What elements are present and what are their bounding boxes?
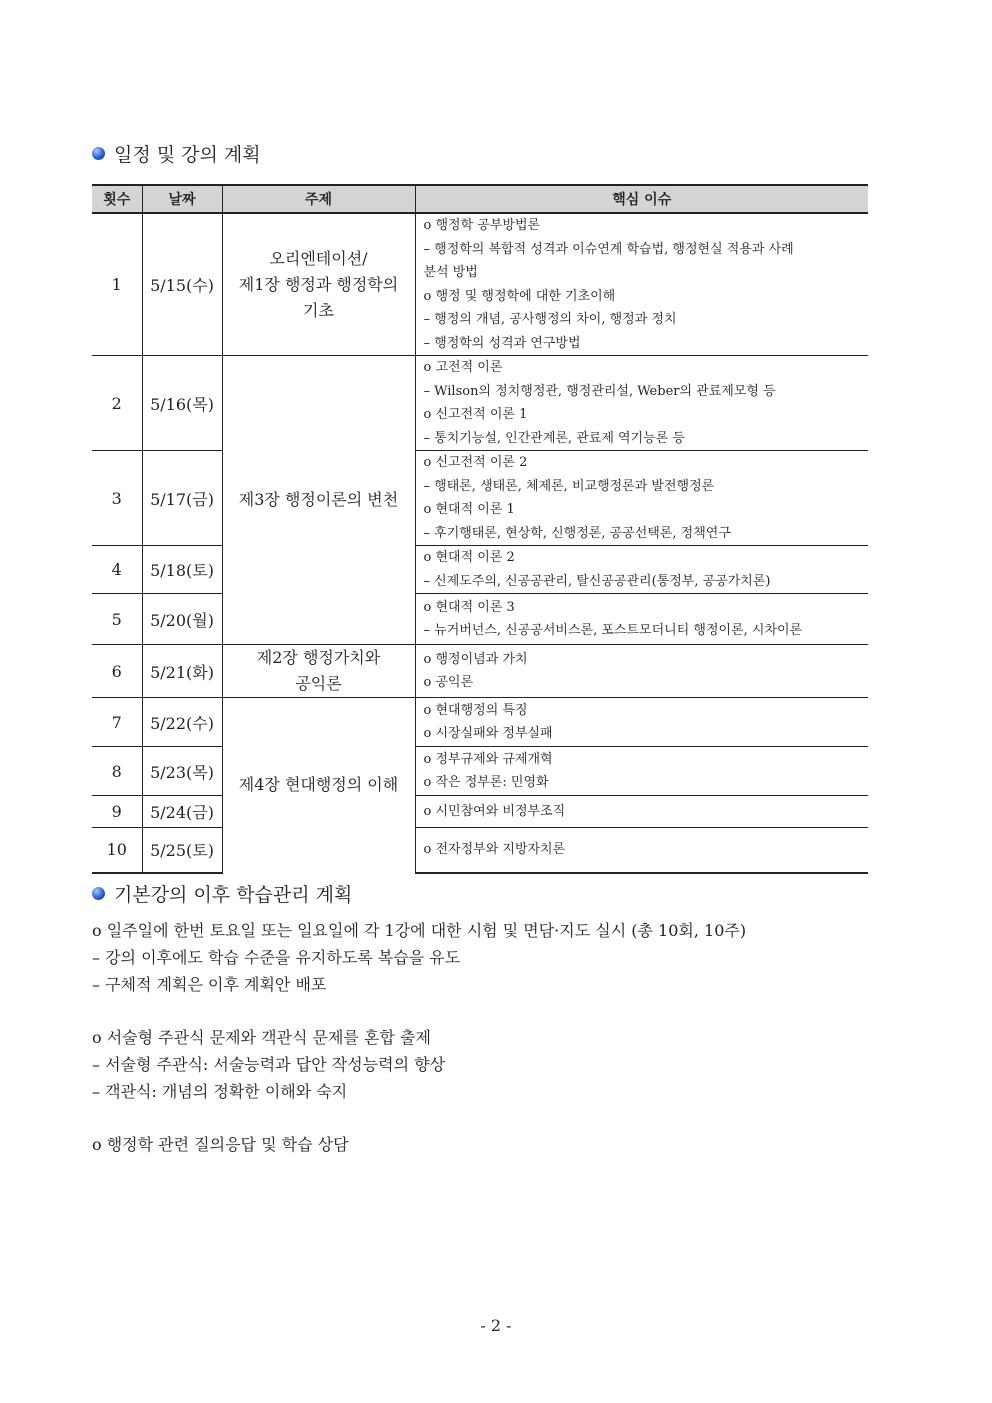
list-item: o 고전적 이론 — [423, 360, 503, 375]
list-item: – 행정학의 복합적 성격과 이슈연계 학습법, 행정현실 적용과 사례 — [423, 241, 794, 257]
row-issues — [415, 451, 868, 546]
table-row — [92, 594, 868, 645]
list-item: o 서술형 주관식 문제와 객관식 문제를 혼합 출제 — [92, 1028, 431, 1047]
row-date: 5/16(목) — [142, 356, 222, 451]
bullet-icon — [92, 147, 105, 160]
row-date: 5/25(토) — [142, 828, 222, 873]
list-item: – 강의 이후에도 학습 수준을 유지하도록 복습을 유도 — [92, 948, 461, 967]
list-item: o 현대적 이론 1 — [423, 502, 515, 517]
row-topic: 제4장 현대행정의 이해 — [222, 698, 415, 873]
list-item: o 일주일에 한번 토요일 또는 일요일에 각 1강에 대한 시험 및 면담·지도 실시 (총 10회, 10주) — [92, 921, 747, 940]
row-issues — [415, 594, 868, 645]
list-item: – 행정의 개념, 공사행정의 차이, 행정과 정치 — [423, 312, 677, 327]
bullet-icon — [92, 887, 105, 900]
table-row — [92, 546, 868, 594]
list-item: – 행태론, 생태론, 체제론, 비교행정론과 발전행정론 — [423, 478, 715, 494]
row-topic: 오리엔테이션/ 제1장 행정과 행정학의 기초 — [222, 213, 415, 356]
list-item: – 서술형 주관식: 서술능력과 답안 작성능력의 향상 — [92, 1055, 446, 1074]
row-date: 5/20(월) — [142, 594, 222, 645]
list-item: o 현대적 이론 2 — [423, 550, 515, 565]
table-row — [92, 796, 868, 828]
list-item: o 공익론 — [423, 675, 474, 690]
row-num: 7 — [92, 698, 142, 747]
list-item: o 작은 정부론: 민영화 — [423, 775, 549, 790]
row-num: 4 — [92, 546, 142, 594]
header-issues: 핵심 이슈 — [415, 185, 868, 213]
page-number: - 2 - — [480, 1316, 512, 1335]
row-topic: 제2장 행정가치와 공익론 — [222, 645, 415, 698]
row-issues — [415, 213, 868, 356]
plan-group-2 — [92, 1024, 445, 1105]
table-row — [92, 747, 868, 796]
after-title-text: 기본강의 이후 학습관리 계획 — [114, 884, 353, 906]
row-date: 5/18(토) — [142, 546, 222, 594]
list-item: o 행정학 관련 질의응답 및 학습 상담 — [92, 1135, 349, 1154]
list-item: o 행정이념과 가치 — [423, 651, 528, 667]
row-num: 1 — [92, 213, 142, 356]
list-item: o 시민참여와 비정부조직 — [423, 803, 566, 819]
list-item: – 후기행태론, 현상학, 신행정론, 공공선택론, 정책연구 — [423, 525, 731, 541]
row-num: 2 — [92, 356, 142, 451]
row-date: 5/15(수) — [142, 213, 222, 356]
after-section-title — [92, 880, 352, 907]
table-row — [92, 451, 868, 546]
row-issues — [415, 747, 868, 796]
list-item: o 신고전적 이론 1 — [423, 407, 528, 422]
plan-group-1 — [92, 917, 746, 998]
row-issues — [415, 546, 868, 594]
table-row — [92, 213, 868, 356]
schedule-title-text: 일정 및 강의 계획 — [114, 144, 261, 166]
header-count: 횟수 — [92, 185, 142, 213]
list-item: o 시장실패와 정부실패 — [423, 726, 553, 741]
list-item: – Wilson의 정치행정관, 행정관리설, Weber의 관료제모형 등 — [423, 383, 776, 399]
row-num: 10 — [92, 828, 142, 873]
row-date: 5/23(목) — [142, 747, 222, 796]
schedule-section-title — [92, 140, 261, 167]
row-num: 9 — [92, 796, 142, 828]
table-row — [92, 828, 868, 873]
row-num: 5 — [92, 594, 142, 645]
header-topic: 주제 — [222, 185, 415, 213]
table-row — [92, 698, 868, 747]
list-item: o 정부규제와 규제개혁 — [423, 751, 553, 767]
list-item: 분석 방법 — [423, 265, 478, 280]
row-issues — [415, 796, 868, 828]
row-topic: 제3장 행정이론의 변천 — [222, 356, 415, 645]
row-date: 5/17(금) — [142, 451, 222, 546]
plan-group-3 — [92, 1131, 349, 1158]
list-item: – 구체적 계획은 이후 계획안 배포 — [92, 975, 327, 994]
list-item: o 전자정부와 지방자치론 — [423, 842, 566, 857]
list-item: o 행정 및 행정학에 대한 기초이해 — [423, 288, 616, 304]
row-issues — [415, 828, 868, 873]
row-issues — [415, 698, 868, 747]
list-item: o 행정학 공부방법론 — [423, 218, 541, 233]
table-row — [92, 356, 868, 451]
list-item: – 뉴거버넌스, 신공공서비스론, 포스트모더니티 행정이론, 시차이론 — [423, 623, 803, 638]
row-issues — [415, 356, 868, 451]
list-item: – 행정학의 성격과 연구방법 — [423, 335, 581, 351]
row-num: 3 — [92, 451, 142, 546]
list-item: – 신제도주의, 신공공관리, 탈신공공관리(통정부, 공공가치론) — [423, 573, 771, 589]
row-date: 5/21(화) — [142, 645, 222, 698]
list-item: o 현대적 이론 3 — [423, 599, 515, 615]
row-date: 5/24(금) — [142, 796, 222, 828]
list-item: o 현대행정의 특징 — [423, 702, 528, 718]
list-item: – 객관식: 개념의 정확한 이해와 숙지 — [92, 1082, 348, 1101]
row-date: 5/22(수) — [142, 698, 222, 747]
row-issues — [415, 645, 868, 698]
table-header-row — [92, 185, 868, 213]
list-item: o 신고전적 이론 2 — [423, 455, 528, 470]
list-item: – 통치기능설, 인간관계론, 관료제 역기능론 등 — [423, 430, 685, 446]
header-date: 날짜 — [142, 185, 222, 213]
table-row — [92, 645, 868, 698]
row-num: 6 — [92, 645, 142, 698]
schedule-table — [92, 184, 868, 874]
row-num: 8 — [92, 747, 142, 796]
